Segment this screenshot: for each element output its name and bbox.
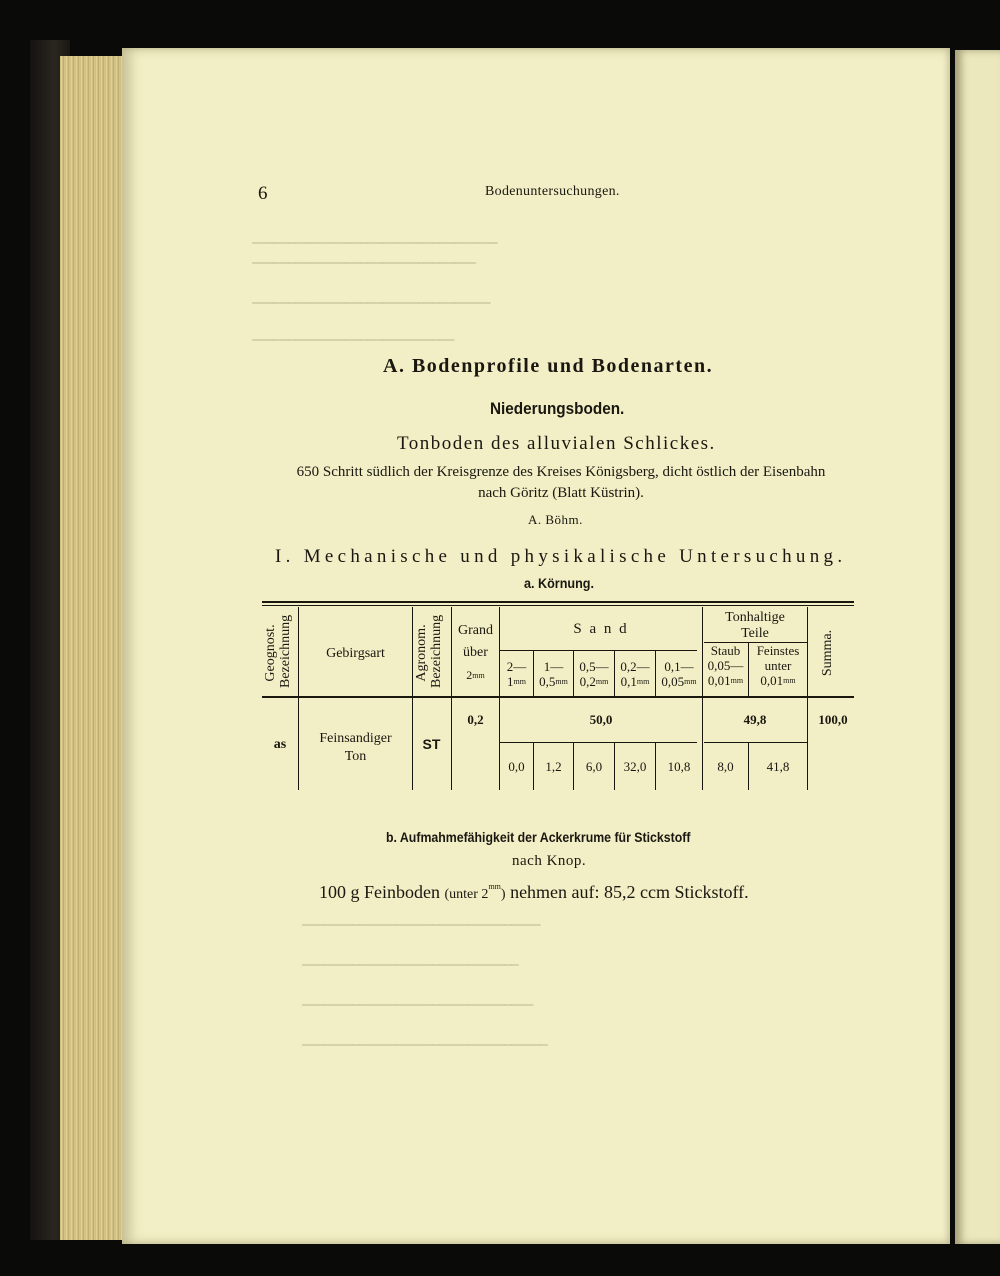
table-col-rule <box>412 607 413 790</box>
absorption-heading: b. Aufmahmefähigkeit der Ackerkrume für Stickstoff <box>386 829 691 845</box>
header-sand-fraction: 0,1— $0,05^{mm}$ <box>661 659 697 689</box>
cell-tonhaltige-total: 49,8 <box>743 712 767 727</box>
cell-gebirgsart: Feinsandiger Ton <box>319 731 392 764</box>
absorption-result: 100 g Feinboden (unter $2^{mm}$) nehmen auf: 85,2 ccm Stickstoff. <box>319 882 749 902</box>
show-through-text: ━━━━━━━━━━━━━━━━━━━━━━━━━━━━━━━━ <box>302 998 534 1012</box>
show-through-text: ━━━━━━━━━━━━━━━━━━━━━━━━━━━━━━ <box>302 958 519 972</box>
absorption-method: nach Knop. <box>512 853 587 869</box>
location-description: 650 Schritt südlich der Kreisgrenze des Kreises Königsberg, dicht östlich der Eisenbahn nach Göritz (Blatt Küstrin). <box>296 464 826 501</box>
soil-type-heading: Tonboden des alluvialen Schlickes. <box>397 433 716 454</box>
header-tonhaltige: Tonhaltige Teile <box>725 610 785 641</box>
header-feinstes: Feinstes unter $0,01^{mm}$ <box>756 643 800 688</box>
header-sand-fraction: 0,2— $0,1^{mm}$ <box>620 659 650 689</box>
cell-agronom: ST <box>422 736 441 752</box>
next-page-edge <box>955 50 1000 1244</box>
page-number: 6 <box>258 183 268 204</box>
show-through-text: ━━━━━━━━━━━━━━━━━━━━━━━━━━━━━━━━━━ <box>302 1038 548 1052</box>
header-grand-ueber: über <box>463 645 488 660</box>
table-rule-ton-total <box>704 742 808 743</box>
cell-sand-fraction: 1,2 <box>545 759 562 774</box>
cell-geognost: as <box>273 737 287 752</box>
cell-sand-fraction: 6,0 <box>585 759 603 774</box>
author-name: A. Böhm. <box>528 512 583 527</box>
table-rule-sand-sub <box>500 650 697 651</box>
table-rule-top-thin <box>262 605 854 606</box>
cell-summa: 100,0 <box>818 712 848 727</box>
running-head: Bodenuntersuchungen. <box>485 184 620 199</box>
cell-sand-fraction: 0,0 <box>508 759 525 774</box>
header-geognost: Geognost. Bezeichnung <box>263 614 293 688</box>
cell-feinstes: 41,8 <box>766 759 790 774</box>
header-sand-fraction: 0,5— $0,2^{mm}$ <box>579 659 609 689</box>
header-sand-fraction: 2— $1^{mm}$ <box>506 659 527 689</box>
table-rule-header-bottom <box>262 696 854 698</box>
header-gebirgsart: Gebirgsart <box>326 646 385 661</box>
table-rule-sand-total <box>500 742 697 743</box>
page-edges <box>60 56 130 1240</box>
show-through-text: ━━━━━━━━━━━━━━━━━━━━━━━━━━━━ <box>252 333 455 347</box>
cell-staub: 8,0 <box>717 759 734 774</box>
subsection-title: Niederungsboden. <box>490 399 625 418</box>
header-grand-size: $2^{mm}$ <box>466 668 485 682</box>
cell-sand-total: 50,0 <box>589 712 613 727</box>
cell-sand-fraction: 10,8 <box>667 759 691 774</box>
header-staub: Staub 0,05— $0,01^{mm}$ <box>707 643 744 688</box>
cell-sand-fraction: 32,0 <box>623 759 647 774</box>
header-grand: Grand <box>458 623 493 638</box>
show-through-text: ━━━━━━━━━━━━━━━━━━━━━━━━━━━━━━━━━━ <box>252 236 498 250</box>
show-through-text: ━━━━━━━━━━━━━━━━━━━━━━━━━━━━━━━━━ <box>302 918 541 932</box>
grain-heading: a. Körnung. <box>524 575 595 591</box>
header-summa: Summa. <box>820 629 835 677</box>
cell-grand: 0,2 <box>467 712 484 727</box>
table-rule-top <box>262 601 854 603</box>
header-agronom: Agronom. Bezeichnung <box>414 614 444 688</box>
header-sand-fraction: 1— $0,5^{mm}$ <box>539 659 568 689</box>
table-col-rule <box>807 607 808 790</box>
show-through-text: ━━━━━━━━━━━━━━━━━━━━━━━━━━━━━━━ <box>252 256 476 270</box>
section-title: A. Bodenprofile und Bodenarten. <box>383 355 714 377</box>
part-title: I. Mechanische und physikalische Untersuchung. <box>275 546 847 567</box>
show-through-text: ━━━━━━━━━━━━━━━━━━━━━━━━━━━━━━━━━ <box>252 296 491 310</box>
header-sand: S a n d <box>573 621 629 637</box>
